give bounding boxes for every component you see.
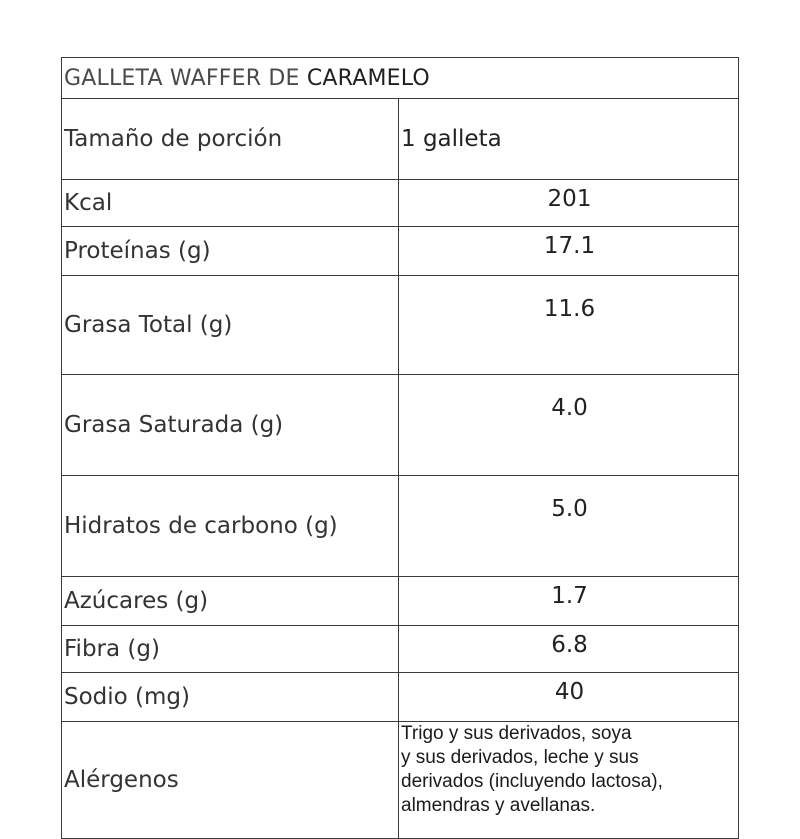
allergens-label: Alérgenos — [62, 722, 399, 839]
nutrient-label: Fibra (g) — [62, 626, 399, 673]
nutrient-label: Sodio (mg) — [62, 673, 399, 722]
product-title — [62, 58, 739, 99]
product-title-part1: GALLETA WAFFER DE — [64, 65, 307, 91]
portion-value: 1 galleta — [399, 99, 739, 180]
allergens-text — [399, 722, 739, 839]
nutrient-row-kcal — [62, 180, 739, 227]
allergens-row — [62, 722, 739, 839]
nutrient-row-protein — [62, 227, 739, 276]
nutrient-value: 1.7 — [399, 577, 739, 626]
nutrient-label: Kcal — [62, 180, 399, 227]
nutrient-row-total-fat — [62, 276, 739, 375]
nutrient-value: 40 — [399, 673, 739, 722]
product-title-part2: CARAMELO — [306, 65, 430, 91]
nutrient-label: Azúcares (g) — [62, 577, 399, 626]
allergen-line: almendras y avellanas. — [401, 795, 596, 816]
nutrient-row-fiber — [62, 626, 739, 673]
nutrient-value: 6.8 — [399, 626, 739, 673]
portion-row — [62, 99, 739, 180]
nutrient-label: Grasa Total (g) — [62, 276, 399, 375]
nutrition-table — [61, 57, 739, 839]
portion-label: Tamaño de porción — [62, 99, 399, 180]
nutrient-value: 5.0 — [399, 476, 739, 577]
nutrient-value: 11.6 — [399, 276, 739, 375]
nutrient-label: Grasa Saturada (g) — [62, 375, 399, 476]
nutrient-value: 201 — [399, 180, 739, 227]
nutrient-row-carbohydrates — [62, 476, 739, 577]
nutrient-value: 17.1 — [399, 227, 739, 276]
nutrient-row-saturated-fat — [62, 375, 739, 476]
title-row — [62, 58, 739, 99]
allergen-line: y sus derivados, leche y sus — [401, 747, 639, 768]
nutrient-label: Proteínas (g) — [62, 227, 399, 276]
nutrient-row-sodium — [62, 673, 739, 722]
allergen-line: Trigo y sus derivados, soya — [401, 723, 632, 744]
nutrient-row-sugars — [62, 577, 739, 626]
nutrient-label: Hidratos de carbono (g) — [62, 476, 399, 577]
allergen-line: derivados (incluyendo lactosa), — [401, 771, 663, 792]
nutrient-value: 4.0 — [399, 375, 739, 476]
